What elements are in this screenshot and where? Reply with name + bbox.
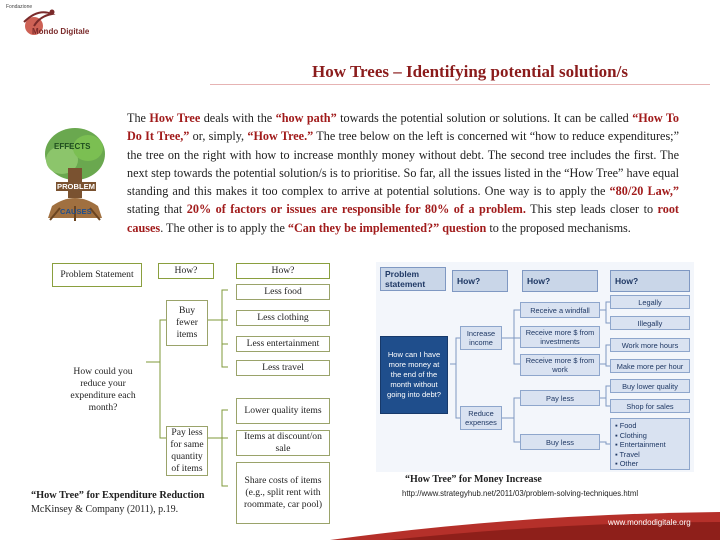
right-root-question: How can I have more money at the end of the month without going into debt?: [380, 336, 448, 414]
how-header-2: How?: [236, 263, 330, 279]
tree-problem-label: PROBLEM: [57, 182, 95, 191]
right-diagram-source[interactable]: http://www.strategyhub.net/2011/03/problem-solving-techniques.html: [402, 489, 639, 498]
legally-node: Legally: [610, 295, 690, 309]
tree-causes-label: CAUSES: [60, 207, 92, 216]
right-how-header-2: How?: [522, 270, 598, 292]
less-entertainment-node: Less entertainment: [236, 336, 330, 352]
items-discount-node: Items at discount/on sale: [236, 430, 330, 456]
buy-fewer-node: Buy fewer items: [166, 300, 208, 346]
illegally-node: Illegally: [610, 316, 690, 330]
left-diagram-caption: “How Tree” for Expenditure Reduction: [31, 490, 205, 501]
logo-subtitle: Fondazione: [6, 4, 33, 10]
less-food-node: Less food: [236, 284, 330, 300]
less-travel-node: Less travel: [236, 360, 330, 376]
lower-quality-node: Lower quality items: [236, 398, 330, 424]
list-item: ▪ Travel: [615, 449, 640, 459]
page-title: How Trees – Identifying potential solution/s: [312, 62, 628, 81]
buy-lower-quality-node: Buy lower quality: [610, 379, 690, 393]
footer-url[interactable]: www.mondodigitale.org: [608, 518, 691, 527]
pay-less-node: Pay less for same quantity of items: [166, 426, 208, 476]
receive-investments-node: Receive more $ from investments: [520, 326, 600, 348]
list-item: ▪ Clothing: [615, 430, 647, 440]
less-clothing-node: Less clothing: [236, 310, 330, 326]
pay-less-node-right: Pay less: [520, 390, 600, 406]
right-how-header-1: How?: [452, 270, 508, 292]
work-more-node: Work more hours: [610, 338, 690, 352]
right-how-header-3: How?: [610, 270, 690, 292]
how-header-1: How?: [158, 263, 214, 279]
problem-statement-header: Problem Statement: [52, 263, 142, 287]
receive-windfall-node: Receive a windfall: [520, 302, 600, 318]
right-diagram-caption: “How Tree” for Money Increase: [405, 474, 542, 485]
increase-income-node: Increase income: [460, 326, 502, 350]
right-problem-statement-header: Problem statement: [380, 267, 446, 291]
list-item: ▪ Other: [615, 459, 639, 469]
shop-sales-node: Shop for sales: [610, 399, 690, 413]
tree-effects-label: EFFECTS: [54, 142, 91, 151]
buy-less-node: Buy less: [520, 434, 600, 450]
left-diagram-source: McKinsey & Company (2011), p.19.: [31, 504, 179, 515]
logo-name: Mondo Digitale: [32, 27, 90, 36]
body-paragraph: The How Tree deals with the “how path” towards the potential solution or solutions. It can be called “How To Do It Tree,” or, simply, “How Tree.” The tree below on the left is concerned wit “how to reduce expenditures;” the tree on the right with how to increase monthly money without debt. The second tree includes the first. The next step towards the potential solution/s is to prioritise. So far, all the issues listed in the “How Tree” have equal standing and this makes it too complex to arrive at potential solutions. One way is to apply the “80/20 Law,” stating that 20% of factors or issues are responsible for 80% of a problem. This step leads closer to root causes. The other is to apply the “Can they be implemented?” question to the proposed mechanisms.: [127, 111, 680, 235]
root-question: How could you reduce your expenditure each month?: [60, 360, 146, 420]
more-per-hour-node: Make more per hour: [610, 359, 690, 373]
spending-category-list: [610, 418, 690, 470]
list-item: ▪ Entertainment: [615, 440, 666, 450]
list-item: ▪ Food: [615, 421, 637, 430]
share-costs-node: Share costs of items (e.g., split rent with roommate, car pool): [236, 462, 330, 524]
reduce-expenses-node: Reduce expenses: [460, 406, 502, 430]
receive-work-node: Receive more $ from work: [520, 354, 600, 376]
